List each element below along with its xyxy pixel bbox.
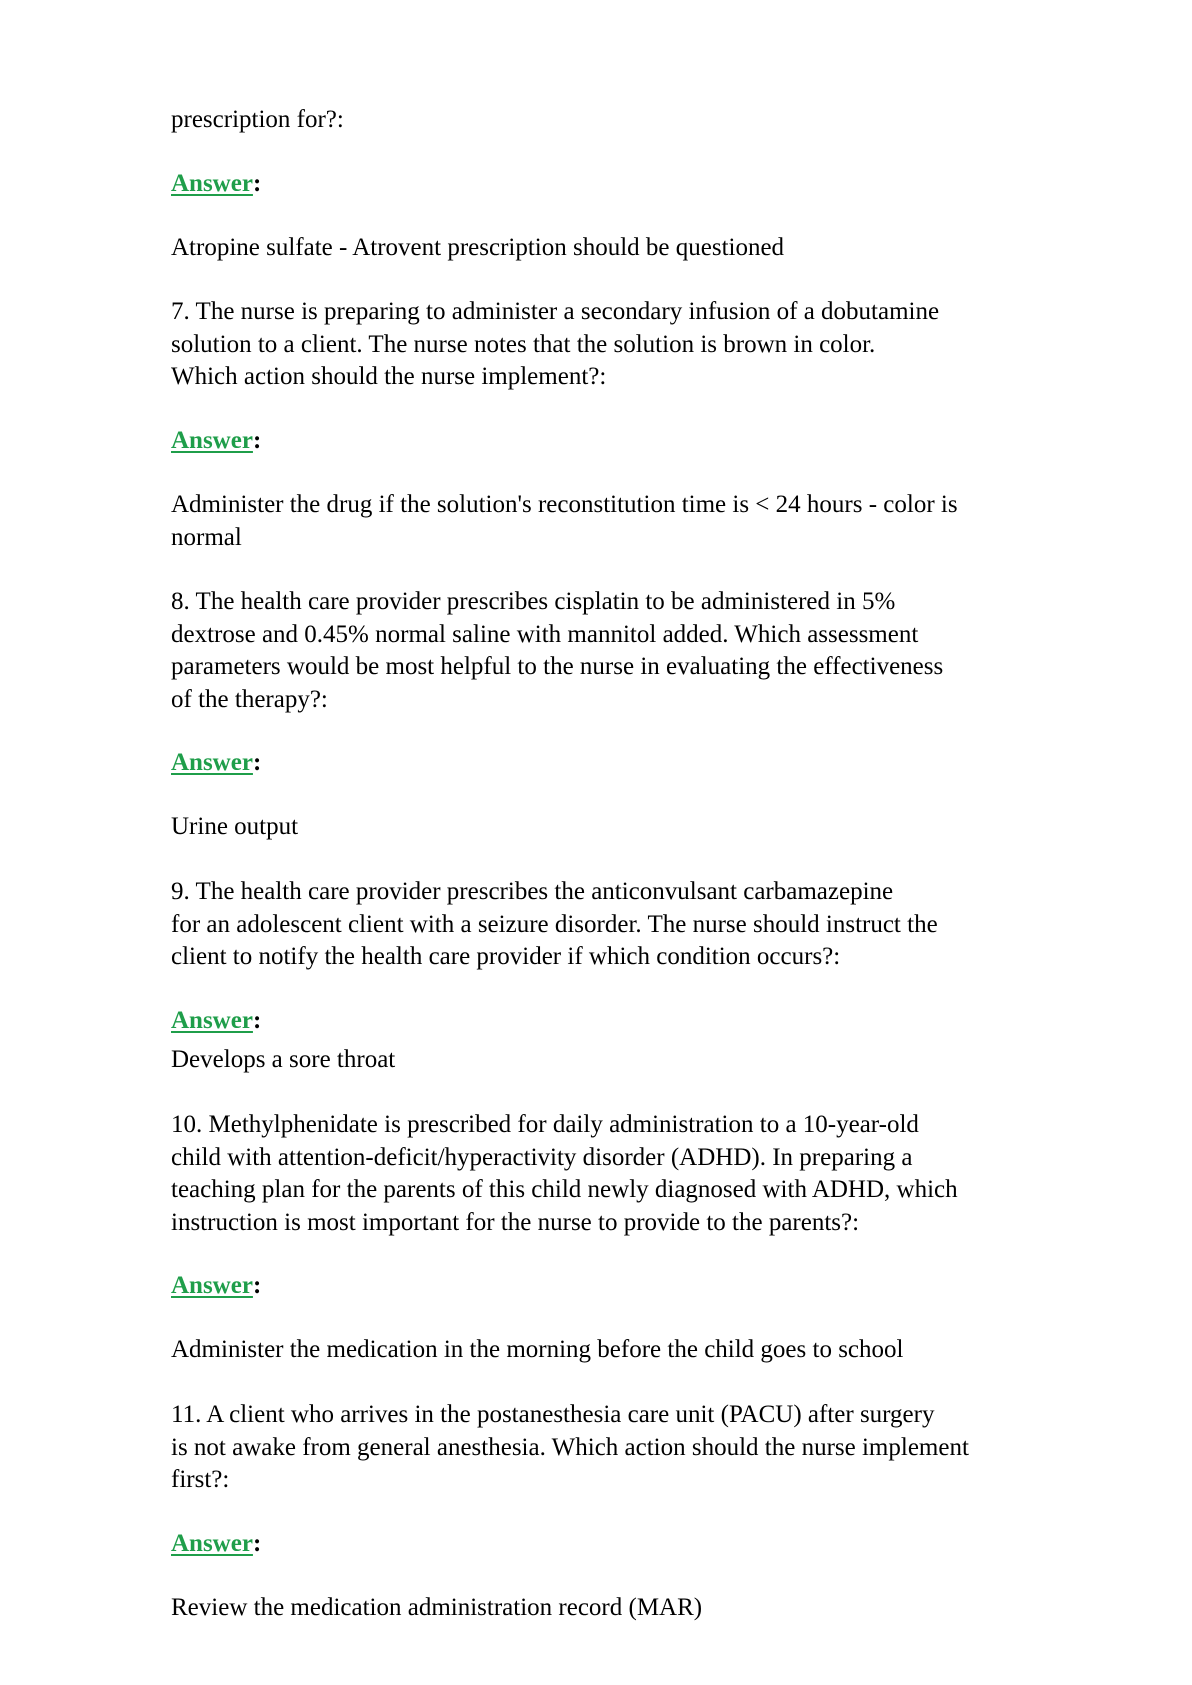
text-line: Atropine sulfate - Atrovent prescription should be questioned	[171, 234, 785, 261]
text-line: Develops a sore throat	[171, 1046, 396, 1073]
answer-label-9	[171, 1005, 1081, 1038]
answer-8-text	[171, 811, 1081, 844]
text-line: 8. The health care provider prescribes cisplatin to be administered in 5%	[171, 588, 896, 615]
text-line: teaching plan for the parents of this child newly diagnosed with ADHD, which	[171, 1176, 958, 1203]
question-11	[171, 1399, 1081, 1497]
answer-colon: :	[252, 749, 262, 776]
answer-label-7	[171, 425, 1081, 458]
answer-word: Answer	[171, 1272, 253, 1299]
text-line: Which action should the nurse implement?:	[171, 363, 607, 390]
answer-word: Answer	[171, 170, 253, 197]
text-line: of the therapy?:	[171, 685, 328, 713]
text-line: Administer the medication in the morning before the child goes to school	[171, 1336, 904, 1363]
answer-label-8	[171, 747, 1081, 780]
answer-word: Answer	[171, 1530, 253, 1557]
question-9	[171, 876, 1081, 974]
text-line: parameters would be most helpful to the nurse in evaluating the effectiveness	[171, 653, 944, 680]
answer-word: Answer	[171, 749, 253, 776]
text-line: Urine output	[171, 813, 299, 840]
text-line: is not awake from general anesthesia. Which action should the nurse implement	[171, 1433, 969, 1461]
answer-colon: :	[252, 1007, 262, 1034]
text-line: client to notify the health care provider if which condition occurs?:	[171, 943, 841, 970]
answer-9-text	[171, 1044, 1081, 1077]
answer-label-6	[171, 168, 1081, 201]
answer-7-text	[171, 489, 1081, 554]
answer-label-10	[171, 1270, 1081, 1303]
answer-10-text	[171, 1334, 1081, 1367]
answer-11-text	[171, 1592, 1081, 1625]
text-line: 11. A client who arrives in the postanesthesia care unit (PACU) after surgery	[171, 1401, 935, 1428]
text-line: solution to a client. The nurse notes that the solution is brown in color.	[171, 330, 876, 358]
answer-colon: :	[252, 427, 262, 454]
question-8	[171, 586, 1081, 716]
text-line: Administer the drug if the solution's reconstitution time is < 24 hours - color is	[171, 491, 958, 518]
text-line: prescription for?:	[171, 106, 344, 133]
answer-6-text	[171, 232, 1081, 265]
text-line: 7. The nurse is preparing to administer a secondary infusion of a dobutamine	[171, 298, 940, 325]
text-line: child with attention-deficit/hyperactivity disorder (ADHD). In preparing a	[171, 1143, 913, 1171]
question-7	[171, 296, 1081, 394]
question-6-fragment	[171, 104, 1081, 137]
question-10	[171, 1109, 1081, 1239]
text-line: for an adolescent client with a seizure disorder. The nurse should instruct the	[171, 910, 938, 938]
text-line: first?:	[171, 1466, 230, 1493]
text-line: 9. The health care provider prescribes the anticonvulsant carbamazepine	[171, 878, 894, 905]
answer-colon: :	[252, 170, 262, 197]
text-line: Review the medication administration record (MAR)	[171, 1594, 703, 1621]
text-line: 10. Methylphenidate is prescribed for daily administration to a 10-year-old	[171, 1111, 919, 1138]
text-line: normal	[171, 523, 242, 551]
answer-word: Answer	[171, 427, 253, 454]
answer-label-11	[171, 1528, 1081, 1561]
text-line: dextrose and 0.45% normal saline with mannitol added. Which assessment	[171, 620, 919, 648]
answer-colon: :	[252, 1272, 262, 1299]
answer-word: Answer	[171, 1007, 253, 1034]
answer-colon: :	[252, 1530, 262, 1557]
text-line: instruction is most important for the nurse to provide to the parents?:	[171, 1208, 860, 1236]
